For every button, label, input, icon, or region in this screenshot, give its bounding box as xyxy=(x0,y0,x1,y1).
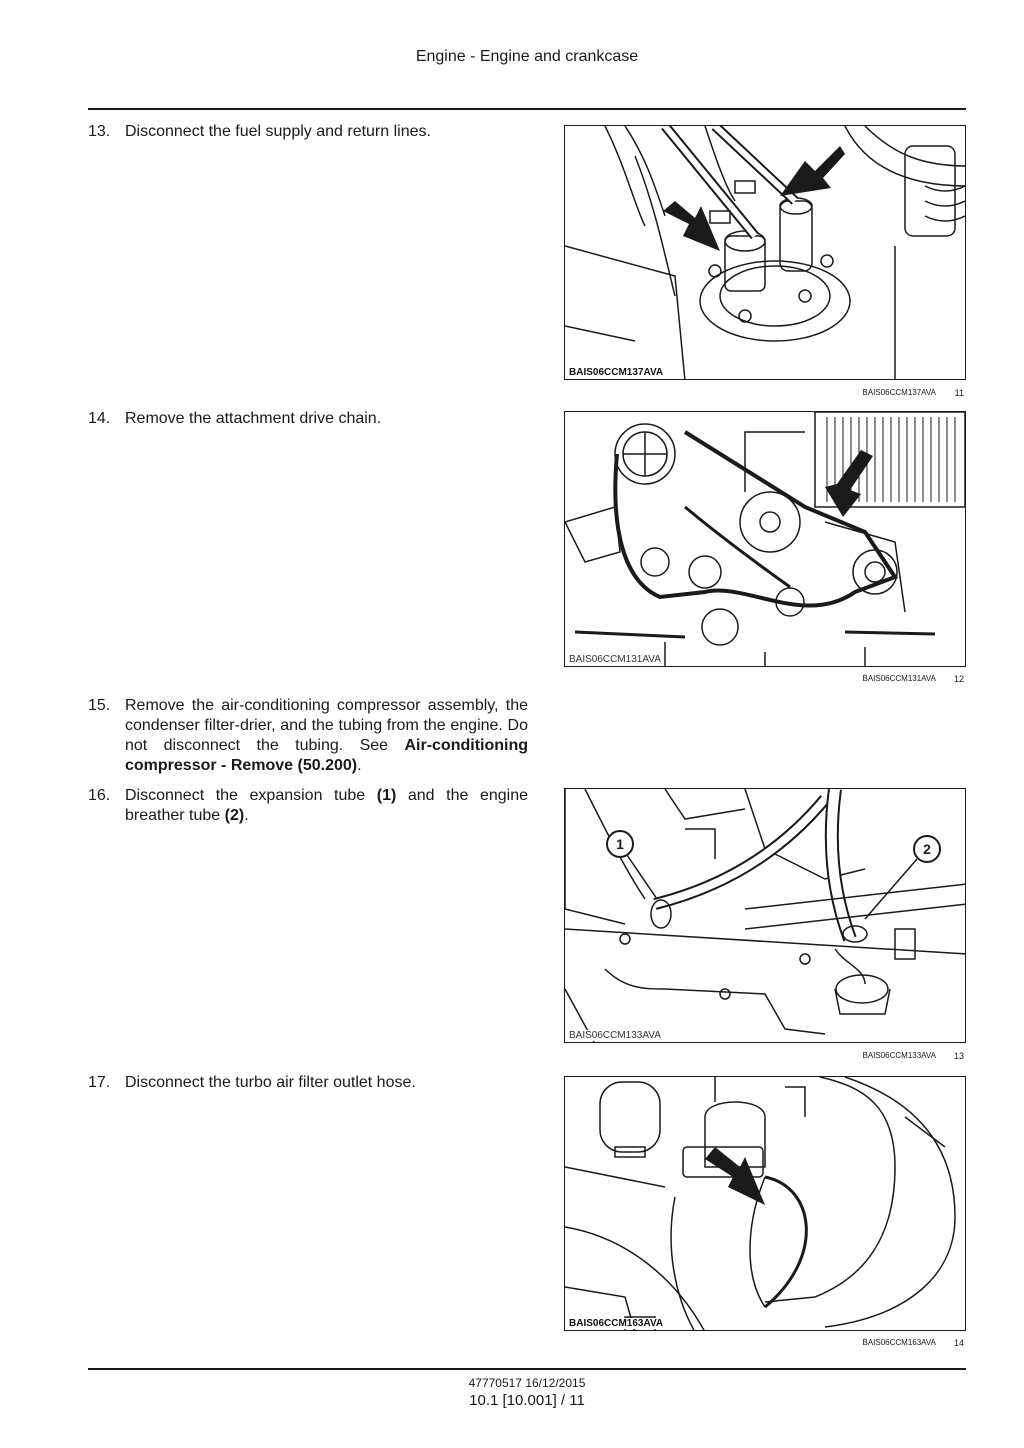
footer-doc-ref: 47770517 16/12/2015 xyxy=(468,1376,586,1390)
figure-number: 11 xyxy=(954,388,964,398)
step-number: 15. xyxy=(88,697,111,714)
footer-rule xyxy=(88,1368,966,1370)
step-text: Disconnect the expansion tube (1) and the engine breather tube (2). xyxy=(125,787,528,824)
step-text: Disconnect the fuel supply and return lines. xyxy=(125,123,431,140)
figure-number: 12 xyxy=(953,674,964,684)
step-number: 14. xyxy=(88,410,111,427)
step-17 xyxy=(88,1073,528,1093)
figure-number: 13 xyxy=(953,1051,964,1061)
step-number: 17. xyxy=(88,1074,111,1091)
image-label: BAIS06CCM131AVA xyxy=(569,654,661,665)
image-label: BAIS06CCM133AVA xyxy=(569,1030,661,1041)
step-15 xyxy=(88,696,528,776)
figure-expansion-breather xyxy=(564,788,966,1043)
callout-1-label: 1 xyxy=(616,836,624,852)
cross-reference-link[interactable]: Air-conditioning compressor - Remove (50.200) xyxy=(125,737,528,774)
step-text: Disconnect the turbo air filter outlet hose. xyxy=(125,1074,416,1091)
step-14 xyxy=(88,409,528,429)
step-16 xyxy=(88,786,528,826)
caption-code: BAIS06CCM137AVA xyxy=(862,388,936,397)
image-label: BAIS06CCM137AVA xyxy=(569,367,664,378)
step-text: Remove the attachment drive chain. xyxy=(125,410,382,427)
callout-ref-2: (2) xyxy=(224,807,245,824)
page-header: Engine - Engine and crankcase xyxy=(415,48,639,65)
step-number: 13. xyxy=(88,123,111,140)
drive-chain-illustration xyxy=(565,412,966,667)
expansion-breather-illustration xyxy=(565,789,966,1043)
fuel-lines-illustration xyxy=(565,126,966,380)
turbo-hose-illustration xyxy=(565,1077,966,1331)
step-13 xyxy=(88,122,528,142)
callout-2-label: 2 xyxy=(923,841,931,857)
caption-code: BAIS06CCM163AVA xyxy=(862,1338,936,1347)
caption-code: BAIS06CCM131AVA xyxy=(862,674,936,683)
step-text: Remove the air-conditioning compressor assembly, the condenser filter-drier, and the tubing from the engine. Do not disconnect the tubing. See Air-conditioning compressor - Remove (50.200). xyxy=(125,697,528,774)
step-number: 16. xyxy=(88,787,111,804)
figure-turbo-hose xyxy=(564,1076,966,1331)
image-label: BAIS06CCM163AVA xyxy=(569,1318,664,1329)
figure-number: 14 xyxy=(953,1338,964,1348)
figure-drive-chain xyxy=(564,411,966,667)
footer-page-number: 10.1 [10.001] / 11 xyxy=(469,1392,585,1409)
header-rule xyxy=(88,108,966,110)
callout-ref-1: (1) xyxy=(376,787,397,804)
figure-fuel-lines xyxy=(564,125,966,380)
caption-code: BAIS06CCM133AVA xyxy=(862,1051,936,1060)
